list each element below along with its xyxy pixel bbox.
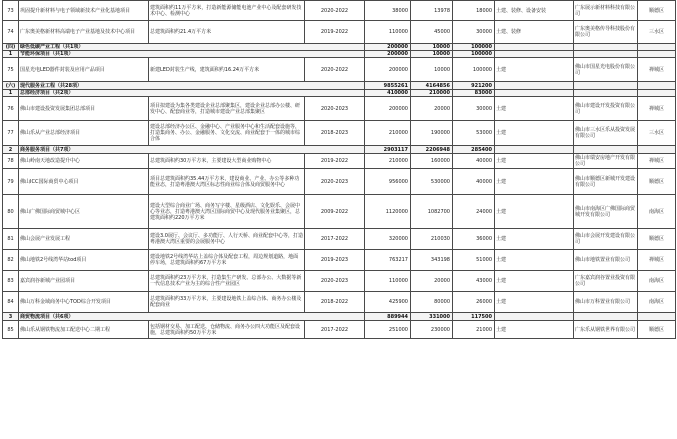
section-number: 1: [3, 90, 19, 97]
planned-investment-cell: 24000: [453, 195, 495, 229]
district-cell: 南海区: [638, 195, 676, 229]
district-cell: 南海区: [638, 271, 676, 292]
work-content-cell: 土建: [495, 154, 574, 169]
district-cell: 禅城区: [638, 58, 676, 82]
project-content-cell: 建设地铁2号线湾华站上盖综合体及配套工程，周边规划道路，地面停车场，总建筑面积约67万平方米: [149, 250, 305, 271]
owner-cell: 佛山市建设开发投资有限公司: [574, 97, 638, 121]
district-cell: 禅城区: [638, 250, 676, 271]
completed-investment-cell: 210030: [411, 229, 453, 250]
planned-investment-cell: 43000: [453, 271, 495, 292]
empty-cell: [495, 51, 574, 58]
completed-investment-cell: 210000: [411, 90, 453, 97]
work-content-cell: 土建: [495, 58, 574, 82]
work-content-cell: 土建: [495, 229, 574, 250]
planned-investment-cell: 18000: [453, 1, 495, 21]
project-content-cell: 总建筑面积约23万平方米，打造集生产研发、总部办公、大数据等新一代信息技术产业为主的综合性产业园区: [149, 271, 305, 292]
row-number: 81: [3, 229, 19, 250]
project-name-cell: 佛山广佛国际商贸城中心区: [19, 195, 149, 229]
period-cell: 2020-2023: [305, 97, 365, 121]
planned-investment-cell: 117500: [453, 313, 495, 321]
total-investment-cell: 2903117: [365, 146, 411, 154]
row-number: 84: [3, 292, 19, 313]
total-investment-cell: 1120000: [365, 195, 411, 229]
section-number: 3: [3, 313, 19, 321]
period-cell: 2018-2023: [305, 121, 365, 146]
period-cell: 2009-2022: [305, 195, 365, 229]
total-investment-cell: 200000: [365, 58, 411, 82]
project-content-cell: 建设总部经济办公区、金融中心、产业服务中心和生活配套设施等，打造集商务、办公、金融服务、文化交流、商业配套于一体的城市综合体: [149, 121, 305, 146]
project-content-cell: 新建LED封装生产线，建筑面积约16.24万平方米: [149, 58, 305, 82]
row-number: 83: [3, 271, 19, 292]
planned-investment-cell: 26000: [453, 292, 495, 313]
work-content-cell: 土建: [495, 271, 574, 292]
row-number: 80: [3, 195, 19, 229]
empty-cell: [495, 90, 574, 97]
district-cell: 顺德区: [638, 321, 676, 339]
completed-investment-cell: 10000: [411, 58, 453, 82]
section-title: 商贸物流项目（共6项）: [19, 313, 365, 321]
completed-investment-cell: 20000: [411, 271, 453, 292]
project-name-cell: 广东奥美格新材料高端电子产业基地及技术中心项目: [19, 21, 149, 44]
table-row: [3, 321, 676, 339]
completed-investment-cell: 230000: [411, 321, 453, 339]
district-cell: 三水区: [638, 21, 676, 44]
table-row: [3, 271, 676, 292]
row-number: 73: [3, 1, 19, 21]
completed-investment-cell: 10000: [411, 51, 453, 58]
completed-investment-cell: 10000: [411, 44, 453, 51]
planned-investment-cell: 100000: [453, 58, 495, 82]
project-content-cell: 总建筑面积约33万平方米，主要建设地铁上盖综合体、商务办公楼及配套商业: [149, 292, 305, 313]
empty-cell: [574, 82, 638, 90]
period-cell: 2020-2022: [305, 1, 365, 21]
completed-investment-cell: 20000: [411, 97, 453, 121]
total-investment-cell: 210000: [365, 121, 411, 146]
district-cell: 禅城区: [638, 154, 676, 169]
empty-cell: [495, 313, 574, 321]
owner-cell: 佛山市国星光电股份有限公司: [574, 58, 638, 82]
owner-cell: 广东奥美格传导科技股份有限公司: [574, 21, 638, 44]
section-title: 绿色低碳产业工程（共1项）: [19, 44, 365, 51]
project-content-cell: 包括钢材交易、加工配送、仓储物流、商务办公四大功能区及配套设施，总建筑面积约50万平方米: [149, 321, 305, 339]
section-row: [3, 146, 676, 154]
total-investment-cell: 110000: [365, 21, 411, 44]
project-name-cell: 佛山乐从钢铁物流加工配送中心二期工程: [19, 321, 149, 339]
project-name-cell: 佛山岭南天地改造提升中心: [19, 154, 149, 169]
empty-cell: [495, 146, 574, 154]
planned-investment-cell: 40000: [453, 169, 495, 195]
completed-investment-cell: 160000: [411, 154, 453, 169]
row-number: 78: [3, 154, 19, 169]
empty-cell: [638, 51, 676, 58]
work-content-cell: 土建: [495, 121, 574, 146]
empty-cell: [574, 44, 638, 51]
total-investment-cell: 320000: [365, 229, 411, 250]
section-title: 节能环保项目（共1项）: [19, 51, 365, 58]
row-number: 74: [3, 21, 19, 44]
section-number: (四): [3, 44, 19, 51]
empty-cell: [495, 82, 574, 90]
district-cell: 南海区: [638, 292, 676, 313]
row-number: 85: [3, 321, 19, 339]
owner-cell: 广东嘉宾润谷置业投资有限公司: [574, 271, 638, 292]
owner-cell: 佛山市三水区乐从投资发展有限公司: [574, 121, 638, 146]
project-name-cell: 佛山会展产业发展工程: [19, 229, 149, 250]
total-investment-cell: 200000: [365, 51, 411, 58]
district-cell: 三水区: [638, 121, 676, 146]
total-investment-cell: 9855261: [365, 82, 411, 90]
empty-cell: [574, 146, 638, 154]
period-cell: 2019-2022: [305, 21, 365, 44]
table-row: [3, 97, 676, 121]
completed-investment-cell: 45000: [411, 21, 453, 44]
completed-investment-cell: 530000: [411, 169, 453, 195]
work-content-cell: 土建: [495, 195, 574, 229]
total-investment-cell: 110000: [365, 271, 411, 292]
planned-investment-cell: 30000: [453, 21, 495, 44]
district-cell: 顺德区: [638, 229, 676, 250]
empty-cell: [574, 313, 638, 321]
row-number: 75: [3, 58, 19, 82]
completed-investment-cell: 331000: [411, 313, 453, 321]
owner-cell: 佛山市南海区广佛国际商贸城开发有限公司: [574, 195, 638, 229]
completed-investment-cell: 2206948: [411, 146, 453, 154]
planned-investment-cell: 21000: [453, 321, 495, 339]
project-name-cell: 佛山乐从产业总部经济项目: [19, 121, 149, 146]
period-cell: 2020-2022: [305, 58, 365, 82]
planned-investment-cell: 36000: [453, 229, 495, 250]
section-row: [3, 90, 676, 97]
table-row: [3, 169, 676, 195]
owner-cell: 广东展示新材料科技有限公司: [574, 1, 638, 21]
row-number: 79: [3, 169, 19, 195]
empty-cell: [638, 82, 676, 90]
project-content-cell: 建设3.0展厅、会议厅、多功能厅、人行天桥、商业配套中心等，打造粤港澳大湾区重要的会展服务中心: [149, 229, 305, 250]
project-content-cell: 总建筑面积约30万平方米，主要建设大型商业购物中心: [149, 154, 305, 169]
total-investment-cell: 200000: [365, 44, 411, 51]
project-name-cell: 巩固提升新材料与电子领域新技术产业化基地项目: [19, 1, 149, 21]
work-content-cell: 土建: [495, 97, 574, 121]
work-content-cell: 土建: [495, 321, 574, 339]
section-number: 2: [3, 146, 19, 154]
project-name-cell: 佛山万科金域商务中心TOD综合开发项目: [19, 292, 149, 313]
total-investment-cell: 956000: [365, 169, 411, 195]
work-content-cell: 土建: [495, 169, 574, 195]
section-number: 1: [3, 51, 19, 58]
period-cell: 2019-2022: [305, 154, 365, 169]
empty-cell: [574, 90, 638, 97]
planned-investment-cell: 83000: [453, 90, 495, 97]
table-row: [3, 21, 676, 44]
total-investment-cell: 425900: [365, 292, 411, 313]
section-row: [3, 313, 676, 321]
section-row: [3, 44, 676, 51]
work-content-cell: 土建、装修、设备安装: [495, 1, 574, 21]
table-row: [3, 121, 676, 146]
period-cell: 2017-2022: [305, 229, 365, 250]
work-content-cell: 土建: [495, 250, 574, 271]
project-content-cell: 建设大型综合商业广场、商务写字楼、星级酒店、文化娱乐、会展中心等业态，打造粤港澳大湾区国际商贸中心及现代服务业集聚区，总建筑面积约220万平方米: [149, 195, 305, 229]
period-cell: 2018-2022: [305, 292, 365, 313]
total-investment-cell: 38000: [365, 1, 411, 21]
empty-cell: [638, 90, 676, 97]
owner-cell: 广东乐从钢铁世界有限公司: [574, 321, 638, 339]
planned-investment-cell: 40000: [453, 154, 495, 169]
project-name-cell: 嘉宾润谷新城产业园项目: [19, 271, 149, 292]
table-row: [3, 195, 676, 229]
total-investment-cell: 763217: [365, 250, 411, 271]
completed-investment-cell: 190000: [411, 121, 453, 146]
row-number: 76: [3, 97, 19, 121]
planned-investment-cell: 51000: [453, 250, 495, 271]
owner-cell: 佛山市顺德区新城开发建设有限公司: [574, 169, 638, 195]
owner-cell: 佛山市万科置业有限公司: [574, 292, 638, 313]
period-cell: 2020-2023: [305, 271, 365, 292]
total-investment-cell: 889944: [365, 313, 411, 321]
total-investment-cell: 251000: [365, 321, 411, 339]
table-row: [3, 229, 676, 250]
total-investment-cell: 410000: [365, 90, 411, 97]
section-title: 商务服务项目（共7项）: [19, 146, 365, 154]
completed-investment-cell: 80000: [411, 292, 453, 313]
section-title: 现代服务业工程（共28项）: [19, 82, 365, 90]
period-cell: 2019-2023: [305, 250, 365, 271]
empty-cell: [638, 313, 676, 321]
table-row: [3, 292, 676, 313]
project-name-cell: 佛山ICC国际商贸中心项目: [19, 169, 149, 195]
project-content-cell: 项目拟建设为集各类建设企业总部聚集区，建设企业总部办公楼、研发中心、配套商业等，打造城市建设产业总部集聚区: [149, 97, 305, 121]
table-body: [3, 1, 676, 339]
district-cell: 顺德区: [638, 169, 676, 195]
project-name-cell: 佛山市建设投资发展集团总部项目: [19, 97, 149, 121]
planned-investment-cell: 285400: [453, 146, 495, 154]
planned-investment-cell: 100000: [453, 51, 495, 58]
period-cell: 2020-2023: [305, 169, 365, 195]
total-investment-cell: 200000: [365, 97, 411, 121]
project-table: [2, 0, 676, 339]
project-name-cell: 国星光电LED器件封装及应用产品项目: [19, 58, 149, 82]
empty-cell: [574, 51, 638, 58]
owner-cell: 佛山市会展开发建设有限公司: [574, 229, 638, 250]
completed-investment-cell: 1082700: [411, 195, 453, 229]
project-content-cell: 总建筑面积约21.4万平方米: [149, 21, 305, 44]
total-investment-cell: 210000: [365, 154, 411, 169]
completed-investment-cell: 4164856: [411, 82, 453, 90]
row-number: 82: [3, 250, 19, 271]
completed-investment-cell: 343198: [411, 250, 453, 271]
empty-cell: [638, 146, 676, 154]
table-row: [3, 58, 676, 82]
section-number: (六): [3, 82, 19, 90]
empty-cell: [638, 44, 676, 51]
completed-investment-cell: 13978: [411, 1, 453, 21]
empty-cell: [495, 44, 574, 51]
planned-investment-cell: 53000: [453, 121, 495, 146]
section-row: [3, 51, 676, 58]
project-content-cell: 项目总建筑面积约35.44万平方米，建设商业、产业、办公等多种功能业态，打造粤港澳大湾区标志性商业综合体及商贸服务中心: [149, 169, 305, 195]
row-number: 77: [3, 121, 19, 146]
district-cell: 顺德区: [638, 1, 676, 21]
work-content-cell: 土建、装修: [495, 21, 574, 44]
planned-investment-cell: 30000: [453, 97, 495, 121]
planned-investment-cell: 100000: [453, 44, 495, 51]
project-name-cell: 佛山地铁2号线湾华站tod项目: [19, 250, 149, 271]
table-row: [3, 250, 676, 271]
project-content-cell: 建筑面积约11万平方米，打造新能源储能电池产业中心及配套研发技术中心、检测中心: [149, 1, 305, 21]
section-row: [3, 82, 676, 90]
work-content-cell: 土建: [495, 292, 574, 313]
owner-cell: 佛山市地铁置业有限公司: [574, 250, 638, 271]
table-row: [3, 1, 676, 21]
table-row: [3, 154, 676, 169]
section-title: 总部经济项目（共2项）: [19, 90, 365, 97]
district-cell: 禅城区: [638, 97, 676, 121]
owner-cell: 佛山市瑞安房地产开发有限公司: [574, 154, 638, 169]
planned-investment-cell: 921200: [453, 82, 495, 90]
period-cell: 2017-2022: [305, 321, 365, 339]
